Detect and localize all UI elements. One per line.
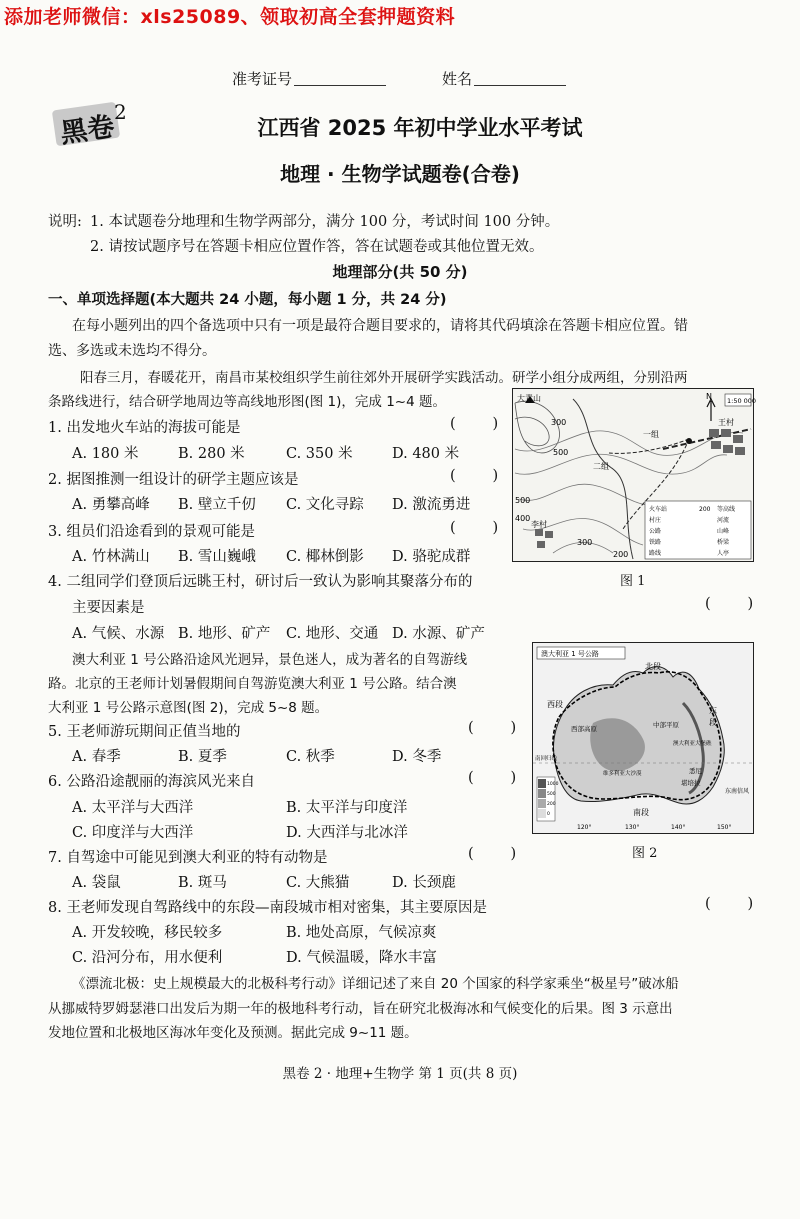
region-east-2: 段 — [709, 718, 717, 727]
map2-legend-title: 澳大利亚 1 号公路 — [541, 650, 599, 658]
region-south: 南段 — [633, 808, 649, 817]
q4-option-c[interactable]: C. 地形、交通 — [286, 626, 379, 642]
answer-paren-4: ( ) — [705, 596, 754, 612]
australia-map-svg — [533, 643, 753, 833]
section-desc-2: 选、多选或未选均不得分。 — [48, 343, 216, 359]
exam-title: 江西省 2025 年初中学业水平考试 — [257, 116, 583, 140]
contour-label-5: 300 — [577, 538, 593, 547]
passage1-line2: 条路线进行，结合研学地周边等高线地形图(图 1)，完成 1~4 题。 — [48, 394, 446, 410]
q8-option-c[interactable]: C. 沿河分布，用水便利 — [72, 950, 223, 966]
answer-paren-2: ( ) — [450, 468, 499, 484]
contour-label-6: 200 — [613, 550, 629, 559]
q1-option-d[interactable]: D. 480 米 — [392, 446, 460, 462]
contour-map-svg — [513, 389, 757, 561]
contour-label-4: 400 — [515, 514, 531, 523]
passage2-line1: 澳大利亚 1 号公路沿途风光迥异，景色迷人，成为著名的自驾游线 — [72, 652, 468, 668]
passage2-line3: 大利亚 1 号公路示意图(图 2)，完成 5~8 题。 — [48, 700, 329, 716]
label-wind: 东南信风 — [725, 788, 750, 795]
q6-option-d[interactable]: D. 大西洋与北冰洋 — [286, 825, 408, 841]
q6-option-c[interactable]: C. 印度洋与大西洋 — [72, 825, 194, 841]
question-8-stem: 8. 王老师发现自驾路线中的东段—南段城市相对密集，其主要原因是 — [48, 900, 487, 916]
svg-text:200: 200 — [547, 802, 556, 807]
svg-text:铁路: 铁路 — [649, 539, 662, 546]
label-sydney: 悉尼 — [689, 767, 702, 775]
label-desert: 维多利亚大沙漠 — [603, 771, 642, 777]
figure-1-caption: 图 1 — [620, 574, 646, 589]
q1-option-a[interactable]: A. 180 米 — [72, 446, 139, 462]
question-4-stem-cont: 主要因素是 — [72, 600, 145, 616]
answer-paren-6: ( ) — [468, 770, 517, 786]
label-west-plateau: 西部高原 — [571, 725, 597, 733]
label-tropic: 南回归线 — [535, 756, 558, 762]
q4-option-d[interactable]: D. 水源、矿产 — [392, 626, 485, 642]
exam-subtitle: 地理 · 生物学试题卷(合卷) — [280, 162, 520, 186]
q7-option-d[interactable]: D. 长颈鹿 — [392, 875, 456, 891]
q2-option-b[interactable]: B. 壁立千仞 — [178, 497, 256, 513]
svg-text:200: 200 — [699, 506, 711, 513]
figure-2-caption: 图 2 — [632, 846, 658, 861]
section-desc-1: 在每小题列出的四个备选项中只有一项是最符合题目要求的，请将其代码填涂在答题卡相应位置。错 — [72, 318, 688, 334]
part-title: 地理部分(共 50 分) — [332, 263, 468, 281]
exam-id-field[interactable] — [232, 68, 386, 89]
q5-option-c[interactable]: C. 秋季 — [286, 749, 335, 765]
svg-text:140°: 140° — [671, 824, 686, 831]
question-4-stem: 4. 二组同学们登顶后远眺王村，研讨后一致认为影响其聚落分布的 — [48, 574, 473, 590]
question-1-stem: 1. 出发地火车站的海拔可能是 — [48, 420, 241, 436]
name-label: 姓名 — [442, 70, 473, 88]
question-6-stem: 6. 公路沿途靓丽的海滨风光来自 — [48, 774, 255, 790]
name-field[interactable] — [442, 68, 566, 89]
q3-option-c[interactable]: C. 椰林倒影 — [286, 549, 364, 565]
svg-text:村庄: 村庄 — [649, 517, 662, 524]
svg-text:路线: 路线 — [649, 550, 662, 557]
instruction-2: 2. 请按试题序号在答题卡相应位置作答，答在试题卷或其他位置无效。 — [90, 239, 544, 255]
contour-label-1: 300 — [551, 418, 567, 427]
answer-paren-5: ( ) — [468, 720, 517, 736]
svg-text:130°: 130° — [625, 824, 640, 831]
scale-label: 1:50 000 — [727, 397, 757, 405]
svg-text:桥梁: 桥梁 — [717, 539, 730, 546]
contour-label-3: 500 — [515, 496, 531, 505]
village-wang-label: 王村 — [718, 418, 734, 427]
q5-option-b[interactable]: B. 夏季 — [178, 749, 227, 765]
section-title: 一、单项选择题(本大题共 24 小题，每小题 1 分，共 24 分) — [48, 292, 447, 308]
label-reef: 澳大利亚大堡礁 — [673, 741, 712, 747]
svg-text:0: 0 — [547, 812, 550, 817]
village-li-label: 李村 — [531, 520, 547, 529]
svg-text:1000: 1000 — [547, 782, 559, 787]
q6-option-b[interactable]: B. 太平洋与印度洋 — [286, 800, 408, 816]
svg-text:150°: 150° — [717, 824, 732, 831]
q3-option-d[interactable]: D. 骆驼成群 — [392, 549, 471, 565]
q5-option-d[interactable]: D. 冬季 — [392, 749, 442, 765]
q8-option-a[interactable]: A. 开发较晚，移民较多 — [72, 925, 223, 941]
q5-option-a[interactable]: A. 春季 — [72, 749, 121, 765]
figure-2-australia-map — [532, 642, 754, 834]
exam-id-label: 准考证号 — [232, 70, 293, 88]
q8-option-d[interactable]: D. 气候温暖，降水丰富 — [286, 950, 437, 966]
peak-label: 大青山 — [517, 394, 541, 403]
question-3-stem: 3. 组员们沿途看到的景观可能是 — [48, 524, 255, 540]
passage2-line2: 路。北京的王老师计划暑假期间自驾游览澳大利亚 1 号公路。结合澳 — [48, 676, 457, 692]
badge-text: 黑卷 — [58, 111, 117, 150]
q2-option-d[interactable]: D. 激流勇进 — [392, 497, 471, 513]
q3-option-a[interactable]: A. 竹林满山 — [72, 549, 150, 565]
answer-paren-7: ( ) — [468, 846, 517, 862]
answer-paren-3: ( ) — [450, 520, 499, 536]
q7-option-b[interactable]: B. 斑马 — [178, 875, 227, 891]
passage3-line1: 《漂流北极：史上规模最大的北极科考行动》详细记述了来自 20 个国家的科学家乘坐“极星号”破冰船 — [72, 976, 679, 992]
svg-text:火车站: 火车站 — [649, 506, 668, 513]
q8-option-b[interactable]: B. 地处高原，气候凉爽 — [286, 925, 437, 941]
passage1-line1: 阳春三月，春暖花开，南昌市某校组织学生前往郊外开展研学实践活动。研学小组分成两组，分别沿两 — [80, 370, 688, 386]
svg-text:120°: 120° — [577, 824, 592, 831]
answer-paren-8: ( ) — [705, 896, 754, 912]
q7-option-c[interactable]: C. 大熊猫 — [286, 875, 350, 891]
north-label: N — [706, 392, 712, 401]
answer-paren-1: ( ) — [450, 416, 499, 432]
passage3-line3: 发地位置和北极地区海冰年变化及预测。据此完成 9~11 题。 — [48, 1025, 418, 1041]
instructions-label: 说明: — [48, 214, 82, 230]
q4-option-b[interactable]: B. 地形、矿产 — [178, 626, 271, 642]
region-west: 西段 — [547, 700, 563, 709]
question-2-stem: 2. 据图推测一组设计的研学主题应该是 — [48, 472, 299, 488]
svg-text:500: 500 — [547, 792, 556, 797]
figure-1-contour-map — [512, 388, 757, 562]
instruction-1: 1. 本试题卷分地理和生物学两部分，满分 100 分，考试时间 100 分钟。 — [90, 214, 560, 230]
q4-option-a[interactable]: A. 气候、水源 — [72, 626, 165, 642]
badge-number: 2 — [114, 100, 127, 124]
promo-banner: 添加老师微信：xls25089、领取初高全套押题资料 — [4, 6, 456, 28]
group1-label: 一组 — [643, 430, 659, 439]
region-north: 北段 — [645, 662, 661, 671]
passage3-line2: 从挪威特罗姆瑟港口出发后为期一年的极地科考行动，旨在研究北极海冰和气候变化的后果。图 3 示意出 — [48, 1001, 673, 1017]
label-central-plain: 中部平原 — [653, 721, 679, 729]
svg-text:公路: 公路 — [649, 528, 662, 535]
svg-text:山峰: 山峰 — [717, 528, 730, 535]
region-east: 东 — [709, 706, 717, 715]
q6-option-a[interactable]: A. 太平洋与大西洋 — [72, 800, 194, 816]
svg-text:河流: 河流 — [717, 517, 730, 524]
question-5-stem: 5. 王老师游玩期间正值当地的 — [48, 724, 241, 740]
group2-label: 二组 — [593, 462, 609, 471]
svg-text:等高线: 等高线 — [717, 506, 736, 513]
svg-text:人亭: 人亭 — [717, 550, 730, 557]
contour-label-2: 500 — [553, 448, 569, 457]
q1-option-c[interactable]: C. 350 米 — [286, 446, 353, 462]
label-canberra: 堪培拉 — [681, 779, 701, 787]
q1-option-b[interactable]: B. 280 米 — [178, 446, 245, 462]
q2-option-c[interactable]: C. 文化寻踪 — [286, 497, 364, 513]
q3-option-b[interactable]: B. 雪山巍峨 — [178, 549, 256, 565]
question-7-stem: 7. 自驾途中可能见到澳大利亚的特有动物是 — [48, 850, 328, 866]
q7-option-a[interactable]: A. 袋鼠 — [72, 875, 121, 891]
q2-option-a[interactable]: A. 勇攀高峰 — [72, 497, 150, 513]
page-footer: 黑卷 2 · 地理+生物学 第 1 页(共 8 页) — [282, 1066, 518, 1082]
